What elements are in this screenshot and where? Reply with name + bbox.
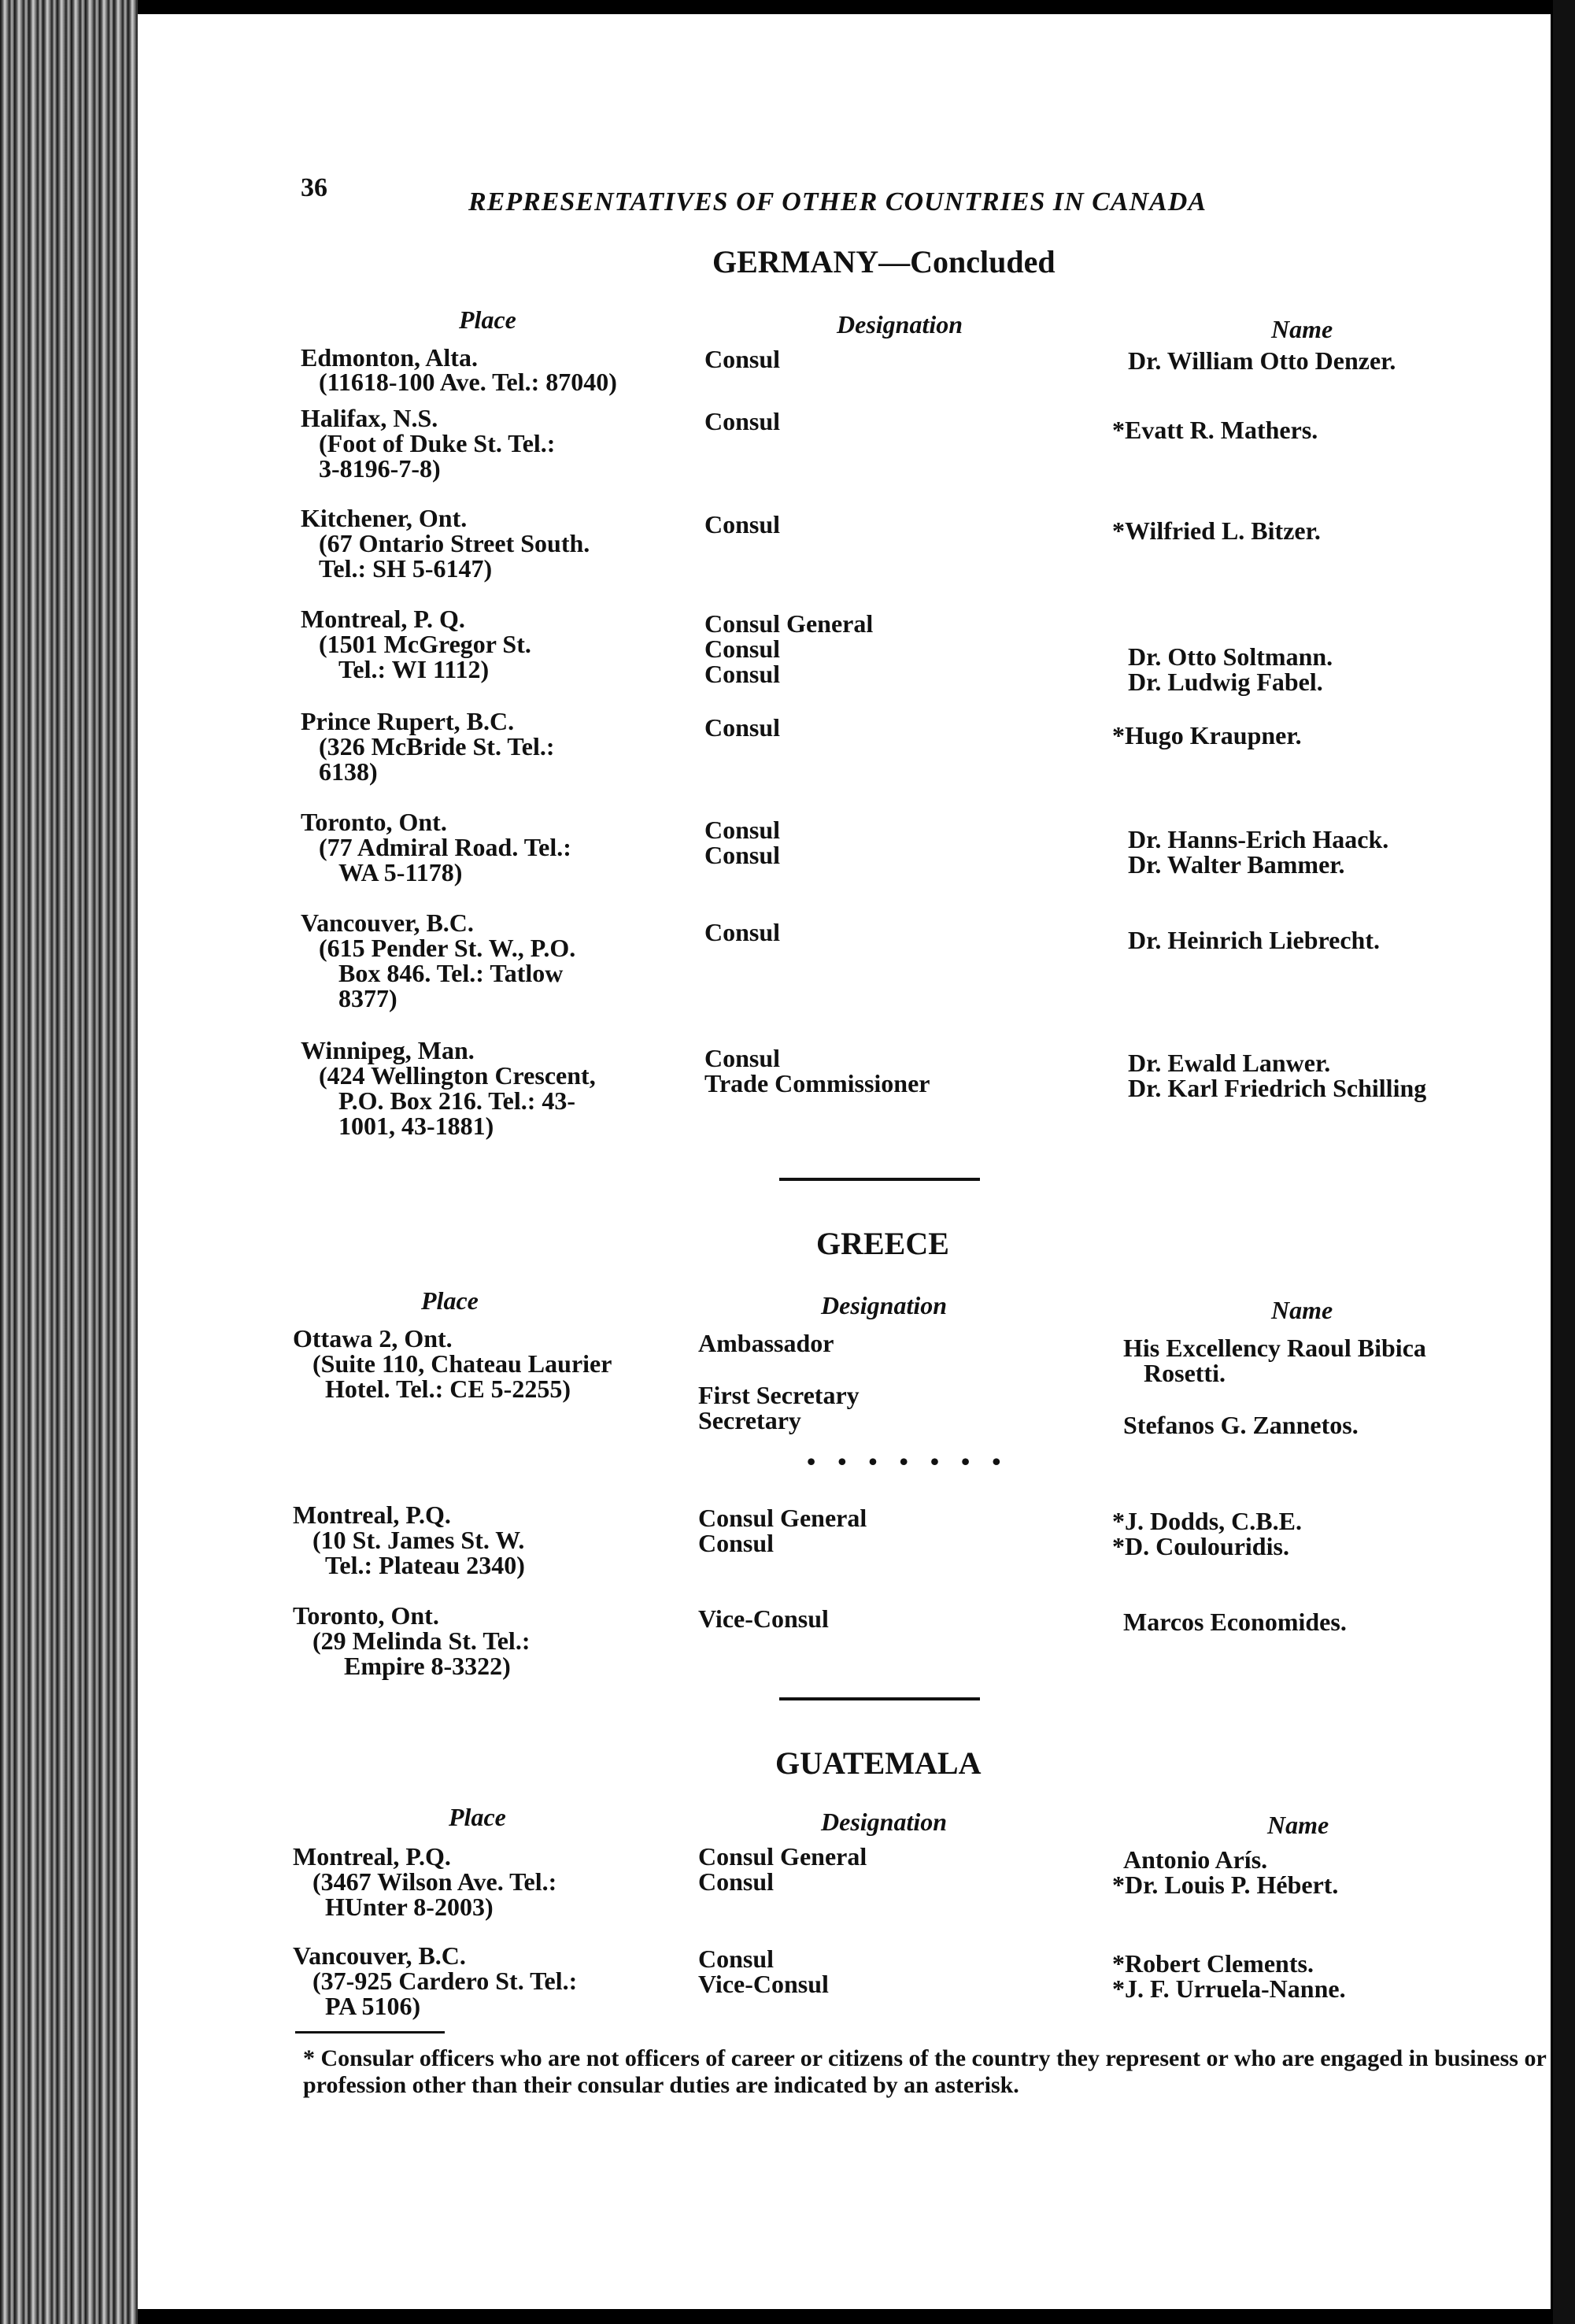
representative-name: Antonio Arís.	[1123, 1845, 1268, 1874]
place-name: Toronto, Ont.	[293, 1601, 439, 1630]
representative-name: Dr. Otto Soltmann.	[1128, 642, 1333, 671]
place-address: (37-925 Cardero St. Tel.:	[312, 1967, 578, 1995]
representative-name: Dr. Karl Friedrich Schilling	[1128, 1074, 1427, 1102]
representative-name: *Evatt R. Mathers.	[1112, 416, 1318, 444]
place-name: Edmonton, Alta.	[301, 343, 478, 372]
col-head-designation: Designation	[837, 310, 963, 339]
col-head-place: Place	[459, 305, 516, 334]
place-address: (1501 McGregor St.	[319, 630, 531, 658]
place-address: WA 5-1178)	[338, 858, 463, 886]
document-page	[138, 14, 1551, 2309]
place-address: 1001, 43-1881)	[338, 1112, 494, 1140]
place-address: (10 St. James St. W.	[312, 1526, 525, 1554]
designation: Consul	[704, 660, 781, 688]
place-address: 3-8196-7-8)	[319, 454, 441, 483]
place-name: Ottawa 2, Ont.	[293, 1324, 453, 1353]
col-head-name: Name	[1271, 315, 1333, 343]
section-divider	[779, 1697, 980, 1700]
designation: Consul General	[704, 609, 874, 638]
place-address: Box 846. Tel.: Tatlow	[338, 959, 564, 987]
representative-name: Dr. William Otto Denzer.	[1128, 346, 1396, 375]
section-title-guatemala: GUATEMALA	[775, 1745, 982, 1781]
representative-name: *J. F. Urruela-Nanne.	[1112, 1974, 1346, 2003]
place-address: (29 Melinda St. Tel.:	[312, 1626, 531, 1655]
footnote-rule	[295, 2031, 445, 2034]
representative-name: Dr. Hanns-Erich Haack.	[1128, 825, 1389, 853]
place-address: 6138)	[319, 757, 378, 786]
place-address: (3467 Wilson Ave. Tel.:	[312, 1867, 557, 1896]
designation: First Secretary	[698, 1381, 860, 1409]
place-address: (424 Wellington Crescent,	[319, 1061, 596, 1090]
place-address: (326 McBride St. Tel.:	[319, 732, 555, 760]
place-address: Empire 8-3322)	[344, 1652, 511, 1680]
representative-name: Stefanos G. Zannetos.	[1123, 1411, 1359, 1439]
place-name: Halifax, N.S.	[301, 404, 438, 432]
representative-name: Marcos Economides.	[1123, 1608, 1347, 1636]
place-address: Tel.: SH 5-6147)	[319, 554, 493, 583]
representative-name: *Robert Clements.	[1112, 1949, 1314, 1978]
scan-binding-edge	[0, 0, 138, 2324]
designation: Secretary	[698, 1406, 801, 1434]
place-name: Montreal, P.Q.	[293, 1842, 451, 1871]
place-address: HUnter 8-2003)	[325, 1893, 494, 1921]
place-address: P.O. Box 216. Tel.: 43-	[338, 1086, 576, 1115]
designation: Consul	[698, 1867, 775, 1896]
designation: Consul	[704, 918, 781, 946]
designation: Consul	[704, 816, 781, 844]
section-title-greece: GREECE	[816, 1226, 949, 1261]
designation: Vice-Consul	[698, 1970, 829, 1998]
place-name: Vancouver, B.C.	[293, 1941, 466, 1970]
place-name: Montreal, P. Q.	[301, 605, 465, 633]
section-divider	[779, 1178, 980, 1181]
designation: Consul	[704, 510, 781, 538]
col-head-designation: Designation	[821, 1808, 948, 1836]
place-address: 8377)	[338, 984, 397, 1012]
representative-name: *D. Coulouridis.	[1112, 1532, 1289, 1560]
place-name: Kitchener, Ont.	[301, 504, 468, 532]
representative-name: Dr. Walter Bammer.	[1128, 850, 1345, 879]
place-address: (Suite 110, Chateau Laurier	[312, 1349, 612, 1378]
designation: Consul	[704, 635, 781, 663]
footnote: * Consular officers who are not officers of career or citizens of the country they represent or who are engaged in business or profession other than their consular duties are indicated by an asterisk.	[303, 2045, 1547, 2098]
section-title-germany: GERMANY—Concluded	[712, 244, 1056, 279]
representative-name: *Wilfried L. Bitzer.	[1112, 516, 1321, 545]
representative-name: Rosetti.	[1144, 1359, 1226, 1387]
designation: Ambassador	[698, 1329, 834, 1357]
designation: Consul	[704, 1044, 781, 1072]
representative-name: *J. Dodds, C.B.E.	[1112, 1507, 1302, 1535]
place-address: (11618-100 Ave. Tel.: 87040)	[319, 368, 617, 396]
place-name: Prince Rupert, B.C.	[301, 707, 515, 735]
representative-name: Dr. Ewald Lanwer.	[1128, 1049, 1331, 1077]
designation: Vice-Consul	[698, 1604, 829, 1633]
col-head-name: Name	[1271, 1296, 1333, 1324]
place-address: PA 5106)	[325, 1992, 421, 2020]
representative-name: *Hugo Kraupner.	[1112, 721, 1302, 749]
place-name: Vancouver, B.C.	[301, 909, 474, 937]
representative-name: Dr. Ludwig Fabel.	[1128, 668, 1323, 696]
designation: Consul	[704, 841, 781, 869]
designation: Consul	[698, 1945, 775, 1973]
designation: Consul	[698, 1529, 775, 1557]
place-address: Hotel. Tel.: CE 5-2255)	[325, 1375, 571, 1403]
place-name: Winnipeg, Man.	[301, 1036, 475, 1064]
place-name: Toronto, Ont.	[301, 808, 447, 836]
place-address: Tel.: WI 1112)	[338, 655, 490, 683]
place-address: (77 Admiral Road. Tel.:	[319, 833, 571, 861]
separator-dots: • • • • • • •	[807, 1447, 1009, 1475]
place-address: (Foot of Duke St. Tel.:	[319, 429, 556, 457]
col-head-place: Place	[421, 1286, 479, 1315]
designation: Consul General	[698, 1842, 867, 1871]
designation: Consul	[704, 713, 781, 742]
page-number: 36	[301, 173, 327, 202]
running-title: REPRESENTATIVES OF OTHER COUNTRIES IN CANADA	[468, 187, 1207, 216]
representative-name: Dr. Heinrich Liebrecht.	[1128, 926, 1380, 954]
representative-name: *Dr. Louis P. Hébert.	[1112, 1871, 1339, 1899]
place-address: (67 Ontario Street South.	[319, 529, 590, 557]
scan-right-edge	[1553, 0, 1575, 2324]
col-head-name: Name	[1267, 1811, 1329, 1839]
place-address: Tel.: Plateau 2340)	[325, 1551, 525, 1579]
representative-name: His Excellency Raoul Bibica	[1123, 1334, 1426, 1362]
col-head-designation: Designation	[821, 1291, 948, 1319]
designation: Consul	[704, 345, 781, 373]
place-name: Montreal, P.Q.	[293, 1501, 451, 1529]
place-address: (615 Pender St. W., P.O.	[319, 934, 576, 962]
col-head-place: Place	[449, 1803, 506, 1831]
designation: Consul	[704, 407, 781, 435]
designation: Consul General	[698, 1504, 867, 1532]
designation: Trade Commissioner	[704, 1069, 930, 1097]
